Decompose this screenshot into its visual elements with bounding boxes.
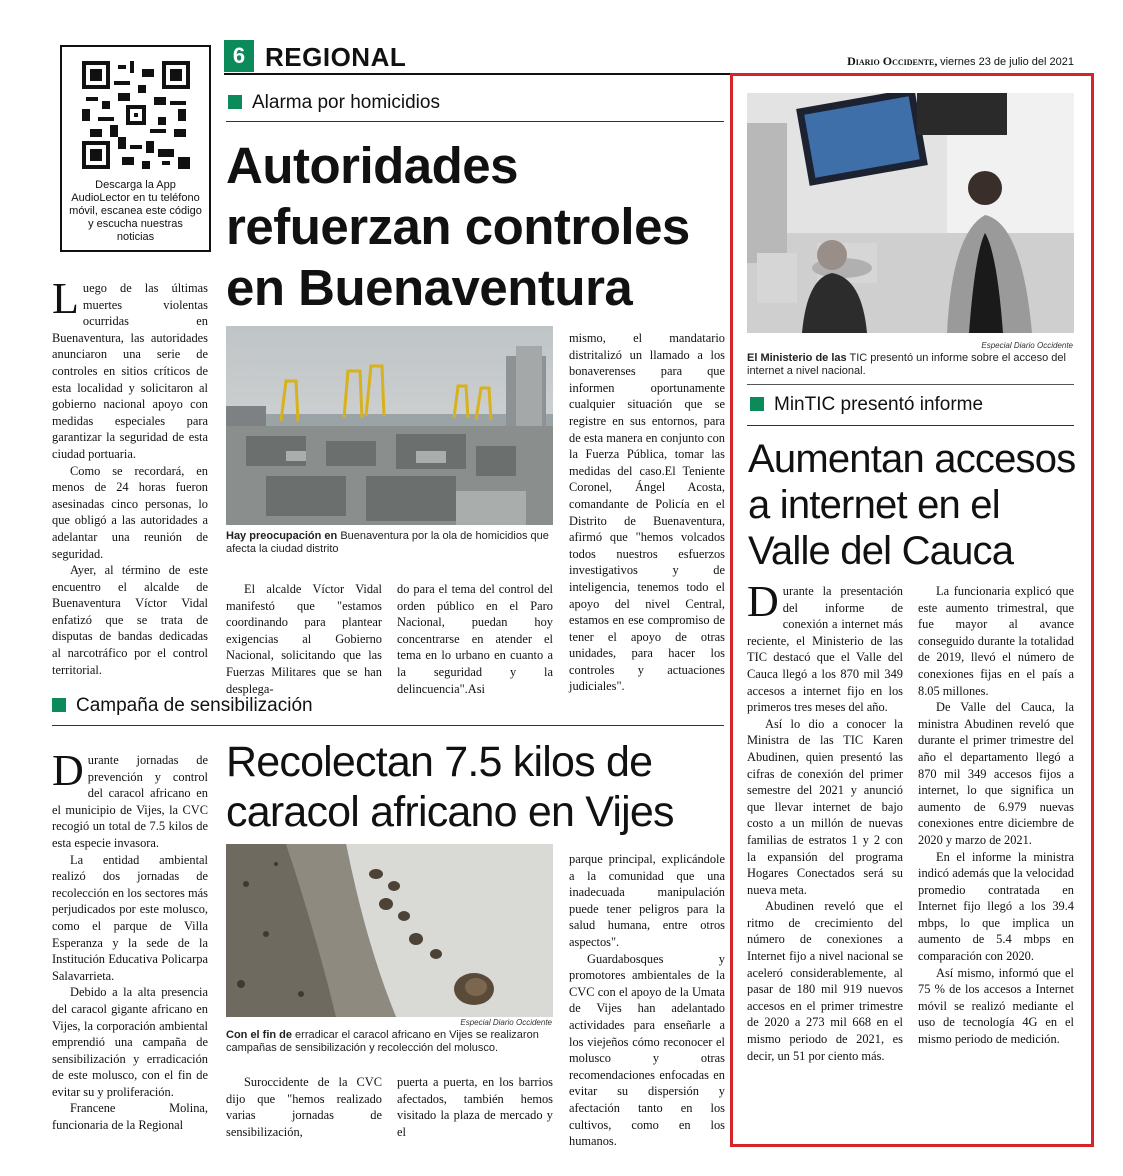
dropcap-d: D [52, 746, 84, 795]
caption-ministry [747, 352, 1075, 378]
article1-column-2 [226, 581, 382, 697]
dropcap-d: D [747, 577, 779, 626]
article3-column-1 [747, 577, 903, 1064]
article2-para-2: La entidad ambiental realizó dos jornadas de recolección en los sectores más perjudicados por este molusco, como el parque de Villa Esperanza y la sede de la Institución Educativa Policarpa Salavarrieta. [52, 852, 208, 983]
kicker-rule [52, 725, 724, 726]
article2-para-1: urante jornadas de prevención y control del caracol africano en el municipio de Vijes, la CVC recogió un total de 7.5 kilos de esta especie invasora. [52, 753, 208, 850]
caption-bold: Hay preocupación en [226, 530, 338, 542]
article2-para-4: Francene Molina, funcionaria de la Regional [52, 1101, 208, 1133]
article1-para-2: Como se recordará, en menos de 24 horas fueron asesinadas cinco personas, lo que obligó a las autoridades a adelantar una reunión de seguridad. [52, 463, 208, 561]
masthead-right [780, 54, 1074, 69]
article3-para-2: Así lo dio a conocer la Ministra de las TIC Karen Abudinen, quien presentó las cifras de conexión del primer semestre del 2021 y anunció que llevar internet de bajo costo a un millón de nuevas familias de estratos 1 y 2 con la expansión del programa Hogares Conectados será su nueva meta. [747, 716, 903, 897]
caption-bold: El Ministerio de las [747, 352, 847, 364]
page-number: 6 [232, 43, 246, 68]
article3-para-1: urante la presentación del informe de conexión a internet más reciente, el Ministerio de las TIC destacó que el Valle del Cauca llegó a los 870 mil 349 accesos a internet fijo en los primeros tres meses del año. [747, 584, 903, 715]
photo-buenaventura-port [226, 326, 553, 525]
kicker-label: Campaña de sensibilización [76, 695, 313, 716]
qr-code-icon [82, 61, 190, 169]
photo-ministry [747, 93, 1074, 333]
article2-para-3: Debido a la alta presencia del caracol gigante africano en Vijes, la corporación ambiental emprendió una campaña de sensibilización y erradicación de este molusco, con el fin de evitar su y proliferación. [52, 985, 208, 1099]
article1-column-1 [52, 274, 208, 678]
issue-date: viernes 23 de julio del 2021 [940, 56, 1074, 68]
qr-caption: Descarga la App AudioLector en tu teléfono móvil, escanea este código y escucha nuestras noticias [69, 179, 202, 243]
qr-box [60, 45, 211, 252]
caption-text: TIC presentó un informe sobre el acceso del internet a nivel nacional. [747, 352, 1066, 377]
article3-para-5: De Valle del Cauca, la ministra Abudinen reveló que durante el primer trimestre del año el departamento llegó a 870 mil 349 accesos fijos a internet, lo que significa un aumento de 6.979 nuevas conexiones entre diciembre de 2020 y marzo de 2021. [918, 700, 1074, 847]
kicker-square-icon [52, 698, 66, 712]
photo-snails [226, 844, 553, 1017]
caption-text: erradicar el caracol africano en Vijes se realizaron campañas de sensibilización y recolección del molusco. [226, 1029, 539, 1054]
article3-para-7: Así mismo, informó que el 75 % de los accesos a Internet móvil se realizó mediante el uso de tecnología 4G en el mismo periodo de medición. [918, 965, 1074, 1047]
headline-buenaventura: Autoridades refuerzan controles en Buenaventura [226, 137, 690, 316]
section-title: REGIONAL [265, 42, 407, 72]
kicker-square-icon [228, 95, 242, 109]
paper-name: Diario Occidente, [847, 54, 938, 68]
caption-buenaventura [226, 530, 554, 556]
article1-col3-text: do para el tema del control del orden público en el Paro Nacional, puedan hoy concentrarse en atender el tema en lo urbano en cuanto a la seguridad y la delincuencia".Asi [397, 582, 553, 696]
article2-para-b: Guardabosques y promotores ambientales de la CVC con el apoyo de la Umata de Vijes han adelantado actividades para enseñarle a los viejeños cómo reconocer el molusco y otras recomendaciones enfocadas en evitar su dispersión y afectación tanto en los cultivos, como en los humanos. [569, 951, 725, 1149]
caption-bold: Con el fin de [226, 1029, 292, 1041]
article3-para-3: Abudinen reveló que el ritmo de crecimiento del número de conexiones a Internet fijo a nivel nacional se aceleró considerablemente, al pasar de 180 mil 919 nuevos accesos en el primer trimestre de 2020 a 273 mil 668 en el mismo periodo de 2021, es decir, un 51 por ciento más. [747, 899, 903, 1063]
article1-column-3 [397, 581, 553, 697]
kicker-alarma [228, 92, 440, 114]
article2-column-1 [52, 746, 208, 1134]
kicker-campana [52, 695, 313, 717]
article2-col2-text: Suroccidente de la CVC dijo que "hemos realizado varias jornadas de sensibilización, [226, 1075, 382, 1139]
article3-para-6: En el informe la ministra indicó además que la velocidad promedio contratada en Internet fijo llegó a los 39.4 mbps, lo que implica un aumento de 5.4 mbps en comparación con 2020. [918, 849, 1074, 964]
headline-vijes: Recolectan 7.5 kilos de caracol africano en Vijes [226, 738, 674, 836]
dropcap-l: L [52, 274, 79, 323]
article3-para-4: La funcionaria explicó que este aumento trimestral, que fue mayor al avance conseguido durante la totalidad de 2019, llevó el número de conexiones fijas en el país a 8.05 millones. [918, 584, 1074, 698]
headline-internet: Aumentan accesos a internet en el Valle del Cauca [748, 437, 1076, 573]
article3-column-2 [918, 583, 1074, 1048]
page-number-badge [224, 40, 254, 72]
credit-vijes: Especial Diario Occidente [460, 1018, 552, 1027]
kicker-square-icon [750, 397, 764, 411]
article1-para-1: uego de las últimas muertes violentas ocurridas en Buenaventura, las autoridades anunciaron una serie de controles en sitios críticos de esta localidad y solicitaron al gobierno nacional apoyo con medidas especiales para garantizar la seguridad de esta ciudad portuaria. [52, 281, 208, 461]
kicker-rule [226, 121, 724, 122]
article2-column-2 [226, 1074, 382, 1140]
article2-column-4 [569, 851, 725, 1150]
kicker-mintic [750, 394, 983, 416]
caption-vijes [226, 1029, 554, 1055]
caption-text: Buenaventura por la ola de homicidios que afecta la ciudad distrito [226, 530, 549, 555]
kicker-label: MinTIC presentó informe [774, 394, 984, 415]
article1-para-3: Ayer, al término de este encuentro el alcalde de Buenaventura Víctor Vidal enfatizó que se trata de disputas de bandas dedicadas al narcotráfico por el control territorial. [52, 563, 208, 677]
credit-ministry: Especial Diario Occidente [981, 341, 1073, 350]
caption-rule [747, 384, 1074, 385]
article2-column-3 [397, 1074, 553, 1140]
article1-column-4 [569, 330, 725, 695]
kicker-label: Alarma por homicidios [252, 92, 440, 113]
article1-col4-text: mismo, el mandatario distritalizó un llamado a los bonaverenses para que informen oportunamente cualquier situación que se registre en sus entornos, para de esta manera en conjunto con la Fuerza Pública, tomar las medidas del caso.El Teniente Coronel, Ángel Acosta, comandante de Policía en el Distrito de Buenaventura, afirmó que "hemos volcados todos nuestros esfuerzos investigativos y de inteligencia, tenemos todo el apoyo del nivel Central, estamos en ese compromiso de tener el apoyo de otras unidades, para hacer los controles y actuaciones judiciales". [569, 331, 725, 694]
kicker-rule [747, 425, 1074, 426]
article2-col3-text: puerta a puerta, en los barrios afectados, también hemos visitado la plaza de mercado y el [397, 1075, 553, 1139]
article2-para-a: parque principal, explicándole a la comunidad que una inadecuada manipulación puede tener peligros para la salud humana, entre otros aspectos". [569, 852, 725, 949]
article1-col2-text: El alcalde Víctor Vidal manifestó que "estamos coordinando para plantear exigencias al Gobierno Nacional, solicitando que las Fuerzas Militares que se han desplega- [226, 582, 382, 696]
